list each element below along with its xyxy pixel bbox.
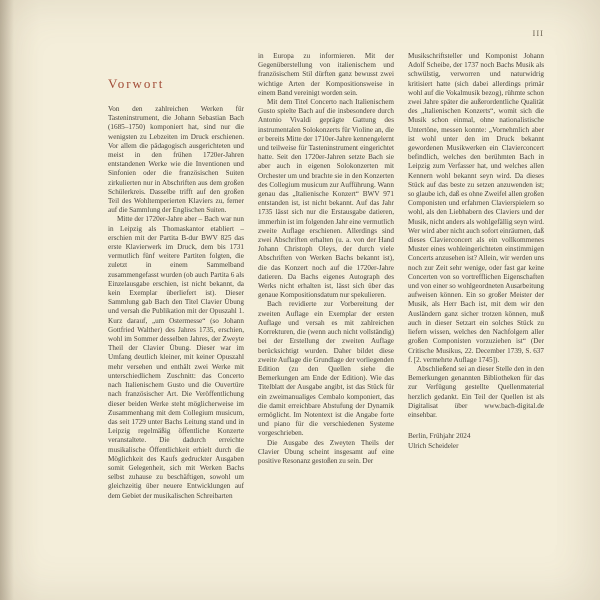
text-column-2 — [258, 52, 394, 590]
paragraph: Die Ausgabe des Zweyten Theils der Clavier Übung scheint insgesamt auf eine positive Resonanz gestoßen zu sein. Der — [258, 438, 394, 465]
signature-place-date: Berlin, Frühjahr 2024 — [408, 432, 471, 441]
page-title: Vorwort — [108, 76, 165, 91]
text-column-1 — [108, 52, 244, 590]
paragraph: Abschließend sei an dieser Stelle den in den Bemerkungen genannten Bibliotheken für das zur Verfügung gestellte Quellenmaterial herzlich gedankt. Ein Teil der Quellen ist als Digitalisat über www.bach-digital.de einsehbar. — [408, 364, 544, 419]
signature-author: Ulrich Scheideler — [408, 441, 459, 450]
paragraph: Von den zahlreichen Werken für Tasteninstrument, die Johann Sebastian Bach (1685–1750) komponiert hat, sind nur die wenigsten zu Lebzeiten im Druck erschienen. Vor allem die pädagogisch ausgerichteten und meist in den frühen 1720er-Jahren entstandenen Werke wie die Inventionen und Sinfonien oder die französischen Suiten zirkulierten nur in Abschriften aus dem großen Schülerkreis. Dasselbe trifft auf den großen Teil des Wohltemperierten Klaviers zu, ferner auf die Sammlung der Englischen Suiten. — [108, 105, 244, 215]
column-2-paragraphs — [258, 52, 394, 466]
paragraph: Musikschriftsteller und Komponist Johann Adolf Scheibe, der 1737 noch Bachs Musik als schwülstig, verworren und naturwidrig kritisiert hatte (sich dabei allerdings primär wohl auf die Vokalmusik bezog), rühmte schon zwei Jahre später die außerordentliche Qualität des „Italienischen Konzerts“, womit sich die Musik schon einmal, ohne nationalistische Untertöne, messen konnte: „Vornehmlich aber ist wohl unter den im Druck bekannt gewordenen Musikwerken ein Clavierconcert befindlich, welches den berühmten Bach in Leipzig zum Verfasser hat, und welches allen Kennern wohl bekannt seyn wird. Da dieses Stück auf das beste zu setzen anzuwenden ist; so glaube ich, daß es ohne Zweifel allen großen Componisten und erfahrnen Clavierspielern so wohl, als den Liebhabern des Claviers und der Musik, nicht anders als wohlgefällig seyn wird. Wer wird aber nicht auch sofort einräumen, daß dieses Clavierconcert als ein vollkommenes Muster eines wohleingerichteten einstimmigen Concerts anzusehen ist? Allein, wir werden uns noch zur Zeit sehr wenige, oder fast gar keine Concerten von so vortrefflichen Eigenschaften und von einer so wohlgeordneten Ausarbeitung aufweisen können. Ein so großer Meister der Musik, als Herr Bach ist, mit dem wir den Ausländern ganz sicher trotzen können, muß auch in dieser Setzart ein solches Stück zu liefern wissen, welches den Nachfolgern aller großen Componisten vorzuziehen ist“ (Der Critische Musikus, 22. December 1739, S. 637 f. [2. vermehrte Auflage 1745]). — [408, 52, 544, 364]
page-content — [108, 52, 544, 590]
paragraph: Mitte der 1720er-Jahre aber – Bach war nun in Leipzig als Thomaskantor etabliert – erschien mit der Partita B-dur BWV 825 das erste Klavierwerk im Druck, dem bis 1731 vermutlich fünf weitere Partiten folgten, die zuletzt in einem Sammelband zusammengefasst wurden (ob auch Partita 6 als Einzelausgabe erschien, ist nicht bekannt, da kein Exemplar überliefert ist). Dieser Sammlung gab Bach den Titel Clavier Übung und versah die Publikation mit der Opuszahl 1. Kurz darauf, „um Ostermesse“ (so Johann Gottfried Walther) des Jahres 1735, erschien, wohl im Sommer desselben Jahres, der Zweyte Theil der Clavier Übung. Dieser war im Umfang deutlich kleiner, mit keiner Opuszahl mehr versehen und enthält zwei Werke mit unterschiedlichem Zuschnitt: das Concerto nach Italienischem Gusto und die Ouvertüre nach französischer Art. Die Veröffentlichung dieser beiden Werke steht möglicherweise im Zusammenhang mit dem Collegium musicum, das seit 1729 unter Bachs Leitung stand und in Leipzig regelmäßig öffentliche Konzerte veranstaltete. Die dadurch erreichte musikalische Öffentlichkeit erhielt durch die Möglichkeit des Kaufs gedruckter Ausgaben somit Gelegenheit, sich mit Werken Bachs selbst zuhause zu beschäftigen, sowohl um gleichzeitig über neuere Entwicklungen auf dem Gebiet der musikalischen Schreibarten — [108, 215, 244, 500]
paragraph: in Europa zu informieren. Mit der Gegenüberstellung von italienischem und französischem Stil dürften ganz bewusst zwei wichtige Arten der Kompositionsweise in einem Band vereinigt worden sein. — [258, 52, 394, 97]
paragraph: Mit dem Titel Concerto nach Italienischem Gusto spielte Bach auf die insbesondere durch Antonio Vivaldi geprägte Gattung des instrumentalen Solokonzerts für Violine an, die er bereits Mitte der 1710er-Jahre kennengelernt und teilweise für Tasteninstrument eingerichtet hatte. Seit den 1720er-Jahren setzte Bach sie aber auch in eigenen Solokonzerten mit Orchester um und brachte sie in den Konzerten des Collegium musicum zur Aufführung. Wann genau das „Italienische Konzert“ BWV 971 entstanden ist, ist nicht bekannt. Auf das Jahr 1735 lässt sich nur die Erstausgabe datieren, immerhin ist im folgenden Jahr eine vermutlich zweite Auflage erschienen. Allerdings sind zwei Abschriften erhalten (u. a. von der Hand Johann Christoph Oleys, der durch viele Abschriften von Werken Bachs bekannt ist), die das Konzert noch auf die 1720er-Jahre datieren. Da Bachs eigenes Autograph des Werks nicht erhalten ist, lässt sich über das genaue Kompositionsdatum nur spekulieren. — [258, 98, 394, 300]
signature-block — [408, 432, 544, 451]
text-column-3 — [408, 52, 544, 590]
paragraph: Bach revidierte zur Vorbereitung der zweiten Auflage ein Exemplar der ersten Auflage und versah es mit zahlreichen Korrekturen, die (wenn auch nicht vollständig) bei der Erstellung der zweiten Auflage berücksichtigt wurden. Daher bildet diese zweite Auflage die Grundlage der vorliegenden Edition (zu den Quellen siehe die Bemerkungen am Ende der Edition). Wie das Titelblatt der Ausgabe angibt, ist das Stück für ein zweimanualiges Cembalo komponiert, das die damit erreichbare Abstufung der Dynamik ermöglicht. Im Notentext ist die Angabe forte und piano für die verschiedenen Systeme vorgeschrieben. — [258, 300, 394, 438]
column-3-paragraphs — [408, 52, 544, 420]
column-1-paragraphs — [108, 105, 244, 501]
page-number: III — [532, 28, 544, 38]
binding-shadow — [0, 0, 14, 600]
